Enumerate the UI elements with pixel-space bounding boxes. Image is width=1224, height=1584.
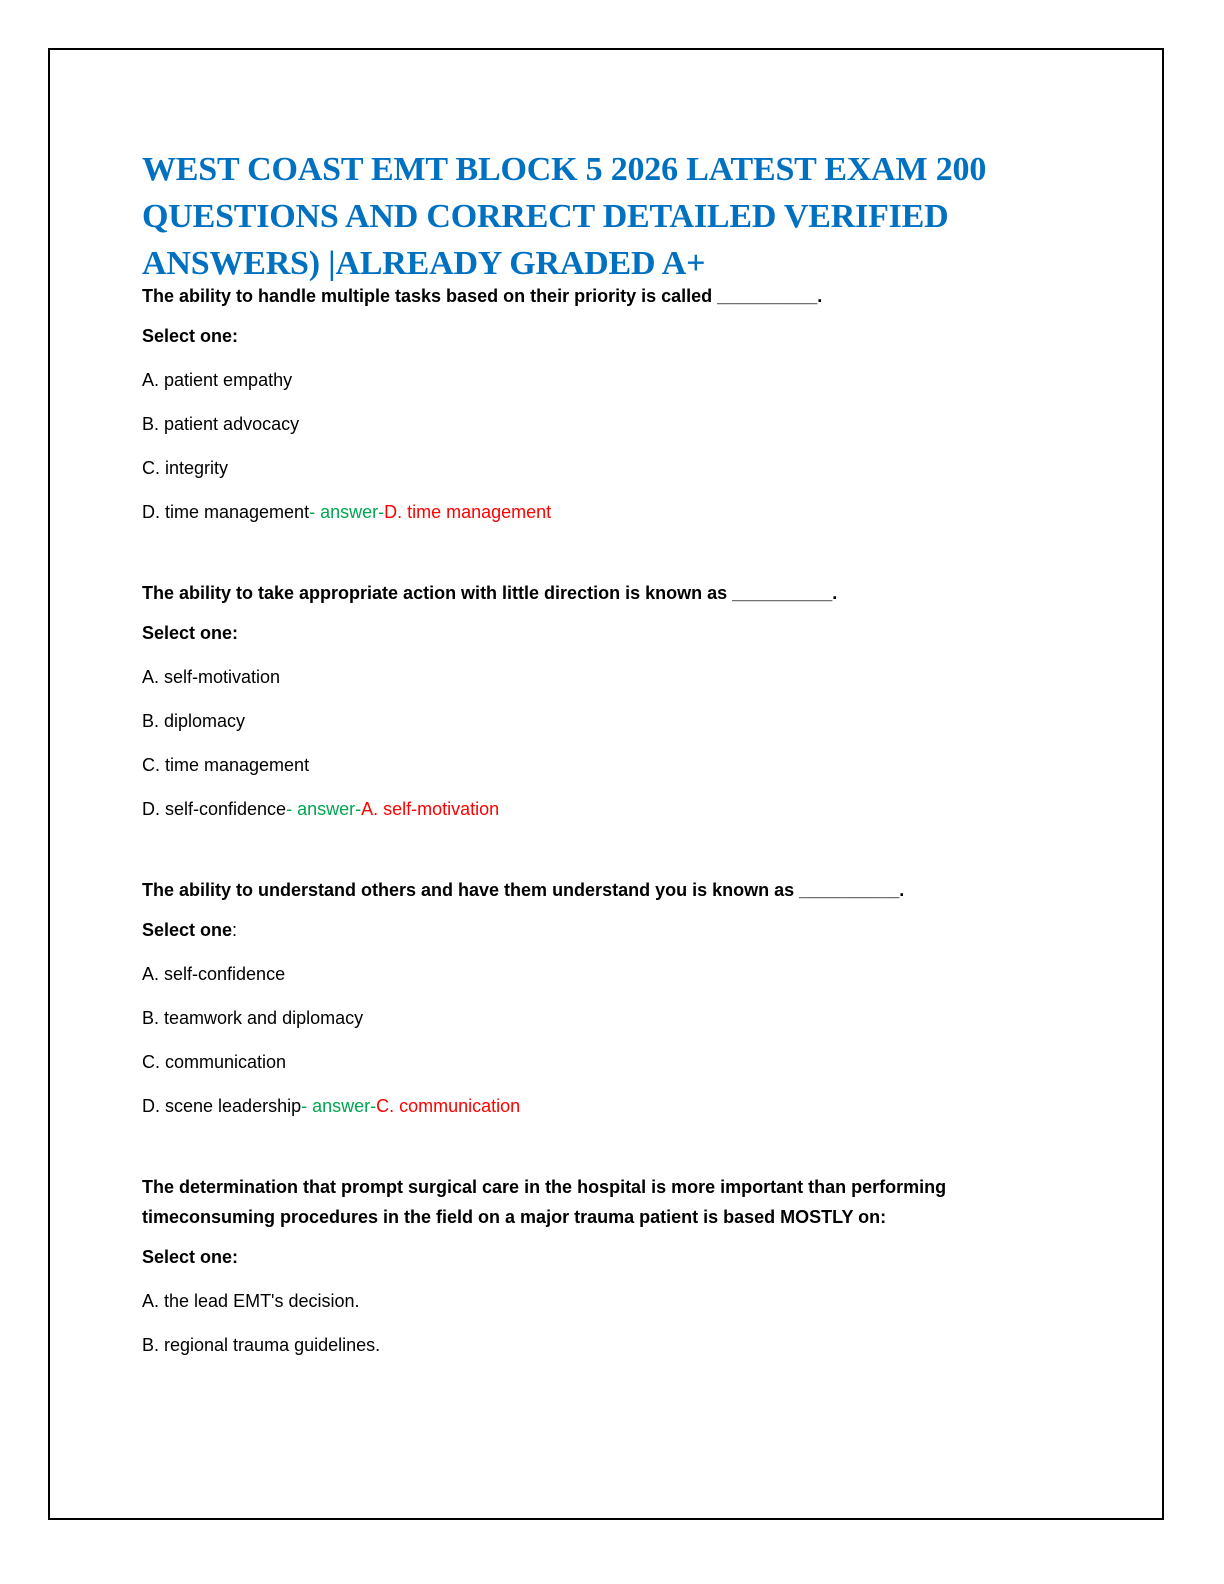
answer-tag: - answer-: [301, 1096, 377, 1116]
option-c: C. time management: [142, 755, 310, 775]
select-one-label: Select one:: [142, 326, 239, 346]
select-one-label: Select one:: [142, 1247, 239, 1267]
question-prompt-line-1: The determination that prompt surgical care in the hospital is more important than performing: [142, 1177, 947, 1197]
question-spacer: [142, 1118, 1082, 1172]
option-a: A. the lead EMT's decision.: [142, 1291, 360, 1311]
option-d: [142, 797, 1082, 821]
question-prompt-line-2: timeconsuming procedures in the field on a major trauma patient is based MOSTLY on:: [142, 1207, 887, 1227]
answer-value: D. time management: [384, 502, 552, 522]
title-line-1: WEST COAST EMT BLOCK 5 2026 LATEST EXAM 200: [142, 151, 987, 188]
question-prompt: The ability to take appropriate action with little direction is known as __________.: [142, 583, 838, 603]
option-a: A. self-confidence: [142, 964, 286, 984]
option-d-text: D. self-confidence: [142, 799, 287, 819]
select-one-colon: :: [232, 920, 238, 940]
option-d-text: D. time management: [142, 502, 310, 522]
question-prompt: [142, 1172, 1082, 1232]
question-prompt: The ability to handle multiple tasks based on their priority is called __________.: [142, 286, 823, 306]
question-1: [142, 281, 1082, 524]
answer-tag: - answer-: [309, 502, 385, 522]
question-spacer: [142, 821, 1082, 875]
option-a: A. self-motivation: [142, 667, 281, 687]
answer-value: C. communication: [376, 1096, 521, 1116]
question-2: [142, 578, 1082, 821]
option-b: B. teamwork and diplomacy: [142, 1008, 364, 1028]
option-c: C. communication: [142, 1052, 287, 1072]
option-d-text: D. scene leadership: [142, 1096, 302, 1116]
option-b: B. patient advocacy: [142, 414, 300, 434]
title-line-2: QUESTIONS AND CORRECT DETAILED VERIFIED: [142, 198, 949, 235]
title-line-3: ANSWERS) |ALREADY GRADED A+: [142, 245, 706, 282]
option-d: [142, 500, 1082, 524]
option-a: A. patient empathy: [142, 370, 293, 390]
option-b: B. diplomacy: [142, 711, 246, 731]
document-title: [142, 146, 1082, 287]
document-body: [142, 146, 1082, 1357]
option-b: B. regional trauma guidelines.: [142, 1335, 381, 1355]
option-c: C. integrity: [142, 458, 229, 478]
answer-tag: - answer-: [286, 799, 362, 819]
question-3: [142, 875, 1082, 1118]
answer-value: A. self-motivation: [361, 799, 500, 819]
select-one-label: Select one:: [142, 623, 239, 643]
select-one-label: [142, 918, 1082, 942]
question-spacer: [142, 524, 1082, 578]
select-one-text: Select one: [142, 920, 233, 940]
option-d: [142, 1094, 1082, 1118]
question-4: [142, 1172, 1082, 1357]
question-prompt: The ability to understand others and have them understand you is known as __________.: [142, 880, 905, 900]
